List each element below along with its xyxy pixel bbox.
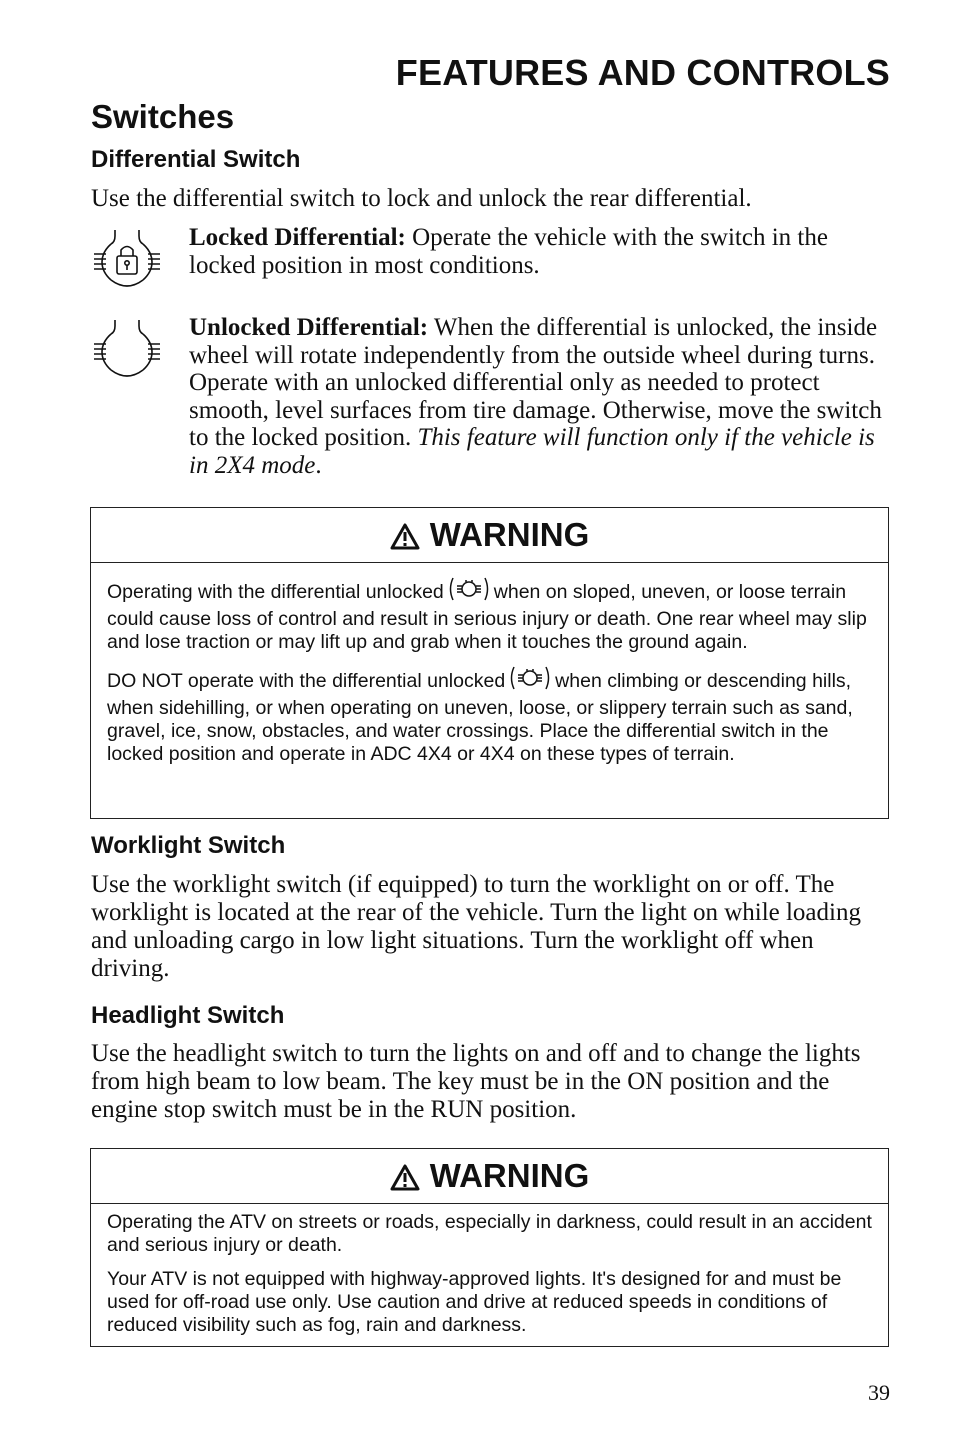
warning-triangle-icon: [390, 523, 420, 550]
locked-differential-description: [189, 224, 894, 279]
warning-header: [91, 1149, 888, 1204]
locked-differential-label: Locked Differential:: [189, 224, 406, 251]
warning-title: WARNING: [429, 1157, 590, 1194]
warning-paragraph-2: [107, 665, 872, 766]
page-number: 39: [868, 1380, 890, 1405]
unlocked-differential-icon: [92, 318, 162, 391]
unlocked-differential-label: Unlocked Differential:: [189, 314, 429, 341]
warning-text: when on sloped, uneven, or loose terrain could cause loss of control and result in serious injury or death. One rear wheel may slip and lose traction or may lift up and grab when it touches the ground again.: [107, 581, 867, 653]
warning-title: WARNING: [429, 516, 590, 553]
unlocked-differential-inline-icon: [509, 665, 551, 697]
warning-text: when climbing or descending hills, when sidehilling, or when operating on uneven, loose, or slippery terrain such as sand, gravel, ice, snow, obstacles, and water crossings. Place the differential switch in the locked position and operate in ADC 4X4 or 4X4 on these types of terrain.: [107, 670, 853, 765]
worklight-text: Use the worklight switch (if equipped) to turn the worklight on or off. The worklight is located at the rear of the vehicle. Turn the light on while loading and unloading cargo in low light situations. Turn the worklight off when driving.: [91, 871, 861, 982]
unlocked-differential-text: When the differential is unlocked, the inside wheel will rotate independently from the outside wheel during turns. Operate with an unlocked differential only as needed to protect smooth, level surfaces from tire damage. Otherwise, move the switch to the locked position.: [189, 314, 882, 452]
warning-paragraph-1: [107, 576, 872, 654]
unlocked-differential-description: [189, 314, 894, 480]
headlight-heading: Headlight Switch: [91, 1002, 285, 1029]
warning-text: Operating with the differential unlocked: [107, 581, 444, 603]
warning-paragraph-2: Your ATV is not equipped with highway-approved lights. It's designed for and must be used for off-road use only. Use caution and drive at reduced speeds in conditions of reduced visibility such as fog, rain and darkness.: [107, 1268, 842, 1336]
warning-paragraph-1: Operating the ATV on streets or roads, especially in darkness, could result in an accident and serious injury or death.: [107, 1211, 872, 1256]
worklight-heading: Worklight Switch: [91, 832, 286, 859]
differential-intro: Use the differential switch to lock and unlock the rear differential.: [91, 185, 752, 212]
chapter-title: FEATURES AND CONTROLS: [395, 52, 890, 93]
unlocked-differential-note-end: .: [315, 451, 322, 479]
warning-triangle-icon: [390, 1164, 420, 1191]
locked-differential-icon: [92, 228, 162, 301]
unlocked-differential-note: This feature will function only if the vehicle is in 2X4 mode: [189, 424, 875, 479]
section-title: Switches: [91, 98, 235, 135]
warning-body: [91, 563, 888, 766]
warning-box-headlight: [90, 1148, 889, 1347]
warning-box-differential: [90, 507, 889, 819]
headlight-text: Use the headlight switch to turn the lights on and off and to change the lights from high beam to low beam. The key must be in the ON position and the engine stop switch must be in the RUN position.: [91, 1040, 861, 1123]
warning-header: [91, 508, 888, 563]
unlocked-differential-inline-icon: [448, 576, 490, 608]
warning-text: DO NOT operate with the differential unlocked: [107, 670, 506, 692]
warning-body: [91, 1204, 888, 1337]
differential-heading: Differential Switch: [91, 146, 301, 173]
locked-differential-text: Operate the vehicle with the switch in the locked position in most conditions.: [189, 224, 828, 279]
